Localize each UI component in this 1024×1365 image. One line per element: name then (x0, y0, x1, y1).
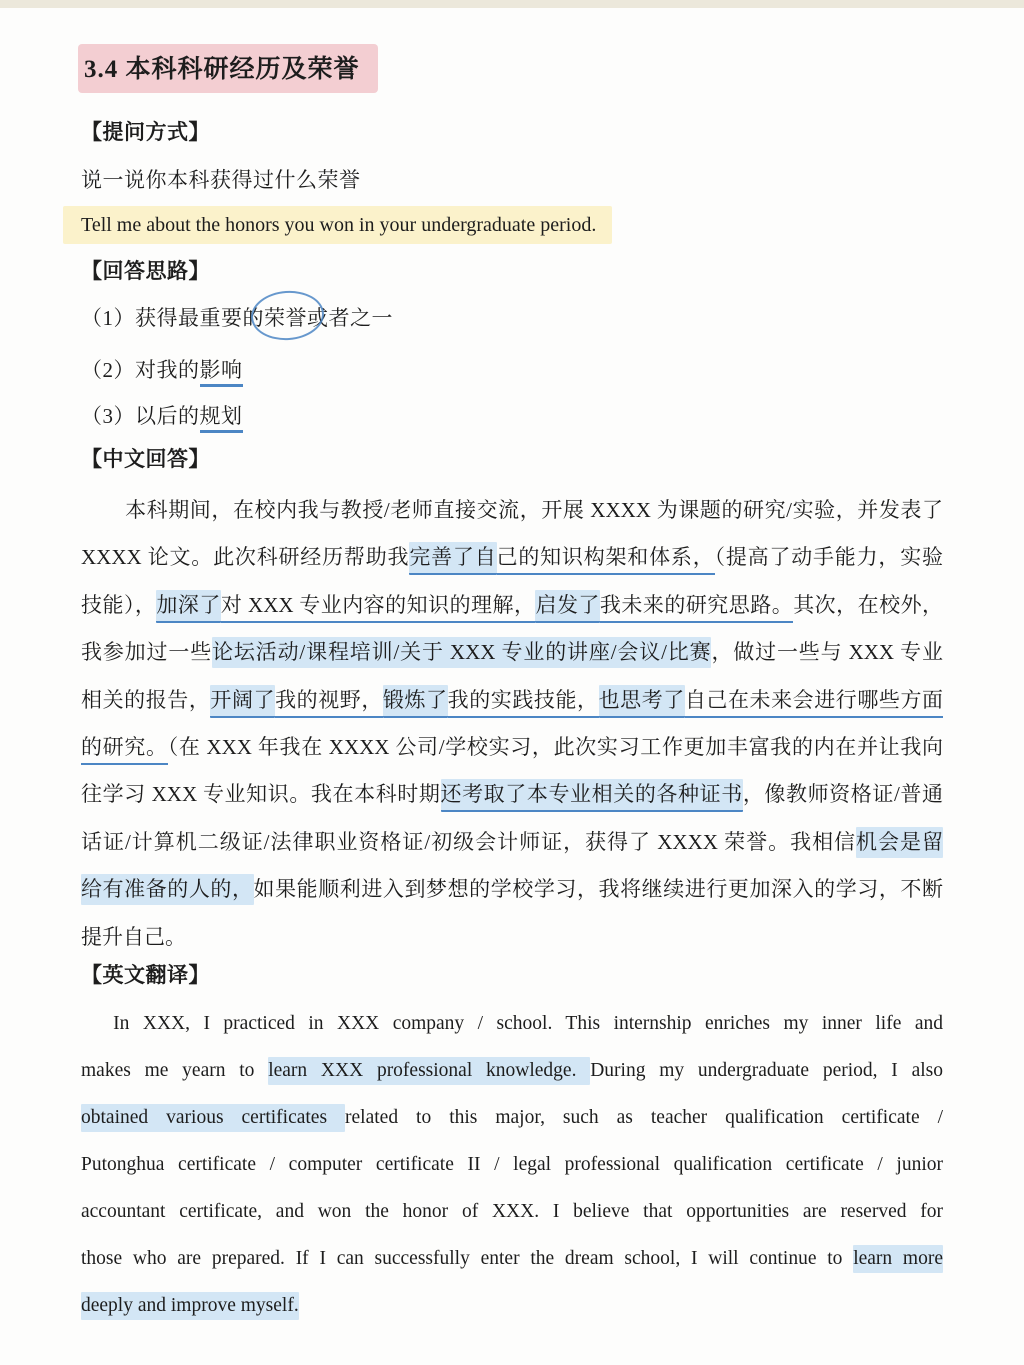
highlighted-underlined-text: 还考取了本专业相关的各种证书 (441, 779, 743, 812)
text-segment: 如果能顺利进入到梦想的学校学习，我将继续进行更加深入的学习，不断 (253, 877, 943, 902)
ask-header: 【提问方式】 (81, 120, 210, 144)
text-line (81, 866, 943, 913)
underlined-text: 的研究。 (81, 735, 168, 765)
page-top-edge (0, 0, 1024, 8)
text-segment: Putonghua certificate / computer certificate II / legal professional qualification certificate / junior (81, 1154, 943, 1175)
text-line (81, 914, 943, 961)
text-segment: During my undergraduate period, I also (590, 1060, 943, 1081)
text-line (81, 1188, 943, 1235)
text-line (81, 1282, 943, 1329)
text-line (81, 629, 943, 676)
text-segment: ，像教师资格证/普通 (742, 782, 943, 807)
text-segment: those who are prepared. If I can successfully enter the dream school, I will continue to (81, 1248, 854, 1269)
chinese-answer-paragraph (81, 487, 943, 961)
idea-1-text-after: 或者之一 (307, 306, 393, 330)
chinese-answer-header: 【中文回答】 (81, 447, 210, 471)
idea-1-text: （1）获得最重要的 (81, 306, 264, 330)
highlighted-underlined-text: 启发了 (535, 590, 599, 623)
idea-2-text: （2）对我的 (81, 358, 200, 382)
text-line (81, 1235, 943, 1282)
underline-annotation: 影响 (200, 358, 243, 387)
highlighted-underlined-text: 开阔了 (210, 685, 275, 718)
underline-annotation: 规划 (200, 404, 243, 433)
underlined-text: 我的实践技能， (448, 688, 599, 718)
highlighted-underlined-text: 锻炼了 (383, 685, 448, 718)
text-line (81, 1141, 943, 1188)
highlighted-underlined-text: 也思考了 (599, 685, 685, 718)
question-chinese: 说一说你本科获得过什么荣誉 (81, 168, 361, 192)
english-answer-paragraph (81, 1000, 943, 1329)
text-line (81, 1094, 943, 1141)
text-segment: 相关的报告， (81, 687, 211, 712)
text-segment: In XXX, I practiced in XXX company / school. This internship enriches my inner life and (113, 1013, 943, 1034)
highlighted-text: learn XXX professional knowledge. (268, 1057, 590, 1085)
text-line (81, 724, 943, 771)
highlighted-text: 给有准备的人的， (81, 874, 254, 905)
text-segment: 其次，在校外， (793, 592, 944, 617)
text-line (81, 677, 943, 724)
text-segment: accountant certificate, and won the honor of XXX. I believe that opportunities are reserved for (81, 1201, 943, 1222)
highlighted-text: 论坛活动/课程培训/关于 XXX 专业的讲座/会议/比赛 (212, 637, 711, 668)
idea-item-3 (81, 401, 243, 431)
text-line (81, 1047, 943, 1094)
text-segment: 话证/计算机二级证/法律职业资格证/初级会计师证，获得了 XXXX 荣誉。我相信 (81, 829, 857, 854)
text-segment: （在 XXX 年我在 XXXX 公司/学校实习，此次实习工作更加丰富我的内在并让我向 (167, 735, 943, 760)
highlighted-text: 机会是留 (856, 827, 943, 858)
text-line (81, 771, 943, 818)
english-translation-header: 【英文翻译】 (81, 963, 210, 987)
section-title: 3.4 本科科研经历及荣誉 (78, 44, 378, 93)
highlighted-text: obtained various certificates (81, 1104, 345, 1132)
text-segment: 技能）， (81, 592, 157, 617)
underlined-text: 对 XXX 专业内容的知识的理解， (221, 593, 536, 623)
highlighted-text: deeply and improve myself. (81, 1292, 299, 1320)
idea-item-1 (81, 303, 393, 333)
highlighted-underlined-text: 加深了 (156, 590, 220, 623)
text-segment: makes me yearn to (81, 1060, 269, 1081)
text-line (81, 534, 943, 581)
idea-3-text: （3）以后的 (81, 404, 200, 428)
circled-annotation: 荣誉 (264, 303, 307, 333)
text-segment: 提升自己。 (81, 924, 186, 949)
highlighted-underlined-text: 完善了自 (409, 542, 496, 575)
underlined-text: 自己在未来会进行哪些方面 (685, 688, 943, 718)
section-title-block (78, 44, 378, 93)
text-line (81, 487, 943, 534)
text-segment: （提高了动手能力，实验 (714, 545, 944, 570)
text-segment: ，做过一些与 XXX 专业 (711, 640, 944, 665)
underlined-text: 己的知识构架和体系， (497, 545, 715, 575)
text-segment: 本科期间，在校内我与教授/老师直接交流，开展 XXXX 为课题的研究/实验，并发表了 (125, 498, 943, 522)
text-line (81, 582, 943, 629)
underlined-text: 我未来的研究思路。 (600, 593, 793, 623)
underlined-text: 我的视野， (275, 688, 383, 718)
text-segment: XXXX 论文。此次科研经历帮助我 (81, 545, 410, 570)
text-segment: 往学习 XXX 专业知识。我在本科时期 (81, 782, 441, 807)
idea-header: 【回答思路】 (81, 259, 210, 283)
text-segment: related to this major, such as teacher qualification certificate / (345, 1107, 943, 1128)
highlighted-text: learn more (853, 1245, 943, 1273)
text-line (81, 1000, 943, 1047)
text-segment: 我参加过一些 (81, 640, 213, 665)
idea-item-2 (81, 355, 243, 385)
question-english-highlight: Tell me about the honors you won in your undergraduate period. (63, 206, 612, 244)
text-line (81, 819, 943, 866)
